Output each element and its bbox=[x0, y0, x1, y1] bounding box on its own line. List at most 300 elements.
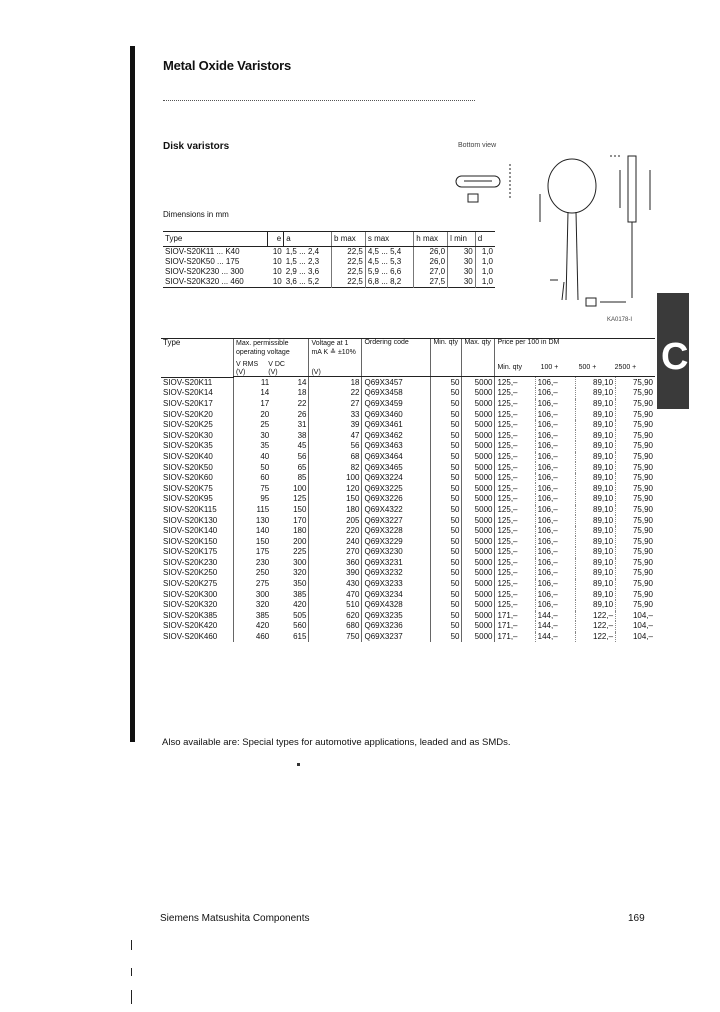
table-cell: 100 bbox=[309, 473, 362, 484]
table-cell: SIOV-S20K420 bbox=[163, 621, 218, 631]
table-row bbox=[161, 377, 655, 388]
table-cell: 89,10 bbox=[575, 505, 615, 516]
table-cell: Q69X3228 bbox=[362, 526, 431, 537]
table-cell: Q69X3230 bbox=[362, 547, 431, 558]
table-cell: 104,– bbox=[616, 611, 655, 622]
table-cell: 26,0 bbox=[414, 247, 448, 258]
table-cell: 104,– bbox=[616, 621, 655, 632]
table-cell: 5,9 ... 6,6 bbox=[365, 267, 413, 277]
table-cell: SIOV-S20K30 bbox=[163, 430, 213, 440]
table-cell: 125,– bbox=[495, 483, 535, 494]
table-row bbox=[161, 589, 655, 600]
table-cell: 106,– bbox=[535, 579, 575, 590]
table-cell: 30 bbox=[234, 430, 272, 441]
table-cell: 150 bbox=[234, 536, 272, 547]
header-unit: (V) bbox=[268, 369, 278, 376]
table-cell: 125,– bbox=[495, 420, 535, 431]
table-row bbox=[161, 547, 655, 558]
table-cell: 106,– bbox=[535, 420, 575, 431]
table-cell: 106,– bbox=[535, 462, 575, 473]
table-row bbox=[161, 430, 655, 441]
table-cell: 50 bbox=[431, 589, 462, 600]
column-header: e bbox=[267, 232, 283, 247]
table-cell: SIOV-S20K460 bbox=[163, 632, 218, 642]
table-cell: 75,90 bbox=[616, 441, 655, 452]
footer-company: Siemens Matsushita Components bbox=[160, 913, 310, 924]
table-cell: 430 bbox=[309, 579, 362, 590]
table-cell: 125,– bbox=[495, 579, 535, 590]
table-cell: 390 bbox=[309, 568, 362, 579]
table-cell: 106,– bbox=[535, 505, 575, 516]
table-cell: Q69X3462 bbox=[362, 430, 431, 441]
table-cell: 5000 bbox=[462, 452, 495, 463]
footnote: Also available are: Special types for automotive applications, leaded and as SMDs. bbox=[162, 737, 511, 748]
dimensions-table bbox=[163, 231, 495, 288]
table-cell: 5000 bbox=[462, 494, 495, 505]
table-cell: 5000 bbox=[462, 399, 495, 410]
table-cell: 5000 bbox=[462, 611, 495, 622]
table-cell: 125,– bbox=[495, 377, 535, 388]
table-cell: SIOV-S20K50 bbox=[163, 462, 213, 472]
table-cell: SIOV-S20K11 bbox=[163, 377, 213, 387]
table-cell: 50 bbox=[431, 399, 462, 410]
table-cell: 5000 bbox=[462, 547, 495, 558]
table-cell: 144,– bbox=[535, 632, 575, 643]
table-cell: 89,10 bbox=[575, 547, 615, 558]
table-cell: 89,10 bbox=[575, 399, 615, 410]
table-cell: Q69X3457 bbox=[362, 377, 431, 388]
table-cell: 50 bbox=[431, 515, 462, 526]
table-cell: 225 bbox=[293, 547, 307, 557]
section-title: Disk varistors bbox=[163, 141, 230, 152]
table-cell: 50 bbox=[431, 600, 462, 611]
table-cell: 50 bbox=[431, 558, 462, 569]
table-cell: 89,10 bbox=[575, 515, 615, 526]
capacitor-tab-icon: C bbox=[661, 336, 689, 378]
table-row bbox=[161, 526, 655, 537]
table-cell: 22 bbox=[297, 398, 307, 408]
table-cell: 75,90 bbox=[616, 526, 655, 537]
table-cell: 50 bbox=[431, 441, 462, 452]
table-cell: 50 bbox=[431, 568, 462, 579]
table-cell: 50 bbox=[431, 547, 462, 558]
table-cell: 56 bbox=[309, 441, 362, 452]
left-margin-bar bbox=[130, 46, 135, 742]
table-cell: 106,– bbox=[535, 536, 575, 547]
table-row bbox=[161, 536, 655, 547]
table-cell: 125,– bbox=[495, 568, 535, 579]
table-cell: 460 bbox=[234, 632, 272, 643]
table-cell: 89,10 bbox=[575, 452, 615, 463]
column-header-max-voltage bbox=[234, 339, 309, 377]
table-cell: 89,10 bbox=[575, 409, 615, 420]
table-cell: 420 bbox=[293, 600, 307, 610]
table-cell: Q69X3235 bbox=[362, 611, 431, 622]
table-cell: 106,– bbox=[535, 388, 575, 399]
table-cell: 75,90 bbox=[616, 452, 655, 463]
column-header: a bbox=[284, 232, 332, 247]
table-cell: 5000 bbox=[462, 473, 495, 484]
table-cell: 5000 bbox=[462, 536, 495, 547]
table-cell: 50 bbox=[431, 409, 462, 420]
table-cell: 385 bbox=[293, 589, 307, 599]
header-vdc: V DC bbox=[268, 361, 285, 368]
table-cell: SIOV-S20K20 bbox=[163, 409, 213, 419]
table-row bbox=[161, 568, 655, 579]
header-500: 500 + bbox=[578, 364, 597, 371]
table-cell: 27,5 bbox=[414, 277, 448, 288]
table-cell: 89,10 bbox=[575, 441, 615, 452]
table-cell: 1,5 ... 2,4 bbox=[285, 247, 320, 256]
table-cell: Q69X3460 bbox=[362, 409, 431, 420]
table-cell: 125,– bbox=[495, 441, 535, 452]
table-cell: 26,0 bbox=[414, 257, 448, 267]
table-cell: 26 bbox=[297, 409, 307, 419]
table-cell: 122,– bbox=[575, 621, 615, 632]
table-cell: 5000 bbox=[462, 483, 495, 494]
table-cell: 50 bbox=[431, 462, 462, 473]
table-cell: 130 bbox=[234, 515, 272, 526]
table-cell: Q69X3232 bbox=[362, 568, 431, 579]
table-cell: SIOV-S20K250 bbox=[163, 568, 218, 578]
table-cell: Q69X3464 bbox=[362, 452, 431, 463]
table-cell: 125,– bbox=[495, 388, 535, 399]
table-cell: 220 bbox=[309, 526, 362, 537]
table-cell: 89,10 bbox=[575, 579, 615, 590]
table-cell: 89,10 bbox=[575, 420, 615, 431]
table-cell: 180 bbox=[293, 526, 307, 536]
table-cell: 171,– bbox=[495, 621, 535, 632]
table-cell: 10 bbox=[272, 247, 282, 256]
table-cell: 106,– bbox=[535, 452, 575, 463]
table-cell: 50 bbox=[431, 473, 462, 484]
header-text: Price per 100 in DM bbox=[497, 339, 560, 346]
table-cell: 75,90 bbox=[616, 388, 655, 399]
table-cell: 5000 bbox=[462, 430, 495, 441]
table-cell: 230 bbox=[234, 558, 272, 569]
table-cell: 75,90 bbox=[616, 568, 655, 579]
table-cell: Q69X3227 bbox=[362, 515, 431, 526]
table-cell: 171,– bbox=[495, 611, 535, 622]
table-cell: 5000 bbox=[462, 600, 495, 611]
table-cell: 5000 bbox=[462, 515, 495, 526]
table-cell: 89,10 bbox=[575, 494, 615, 505]
table-row bbox=[161, 473, 655, 484]
table-cell: 5000 bbox=[462, 589, 495, 600]
table-cell: 5000 bbox=[462, 409, 495, 420]
table-cell: 10 bbox=[272, 257, 282, 266]
table-cell: 106,– bbox=[535, 547, 575, 558]
table-cell: 125,– bbox=[495, 558, 535, 569]
table-cell: 35 bbox=[234, 441, 272, 452]
table-cell: 125,– bbox=[495, 526, 535, 537]
table-cell: 50 bbox=[234, 462, 272, 473]
table-cell: 5000 bbox=[462, 632, 495, 643]
table-cell: Q69X3225 bbox=[362, 483, 431, 494]
table-cell: 106,– bbox=[535, 483, 575, 494]
table-cell: Q69X3463 bbox=[362, 441, 431, 452]
table-cell: SIOV-S20K14 bbox=[163, 388, 213, 398]
table-cell: SIOV-S20K115 bbox=[163, 504, 217, 514]
table-cell: 89,10 bbox=[575, 558, 615, 569]
table-cell: 50 bbox=[431, 579, 462, 590]
table-cell: 22,5 bbox=[332, 277, 366, 288]
table-cell: SIOV-S20K320 bbox=[163, 600, 218, 610]
table-row bbox=[161, 441, 655, 452]
table-row bbox=[161, 611, 655, 622]
page-number: 169 bbox=[628, 913, 645, 924]
table-cell: 89,10 bbox=[575, 568, 615, 579]
table-cell: 125,– bbox=[495, 536, 535, 547]
table-cell: 75 bbox=[234, 483, 272, 494]
table-cell: 50 bbox=[431, 452, 462, 463]
table-cell: 300 bbox=[234, 589, 272, 600]
table-cell: 171,– bbox=[495, 632, 535, 643]
voltage-units bbox=[236, 368, 306, 376]
table-cell: SIOV-S20K275 bbox=[163, 579, 218, 589]
table-cell: 125,– bbox=[495, 473, 535, 484]
table-cell: 75,90 bbox=[616, 536, 655, 547]
table-cell: 125,– bbox=[495, 589, 535, 600]
table-cell: 470 bbox=[309, 589, 362, 600]
table-cell: Q69X3465 bbox=[362, 462, 431, 473]
table-cell: SIOV-S20K25 bbox=[163, 420, 213, 430]
table-row bbox=[161, 399, 655, 410]
voltage-subheaders bbox=[236, 360, 306, 368]
column-header: s max bbox=[365, 232, 413, 247]
table-cell: 75,90 bbox=[616, 462, 655, 473]
table-cell: SIOV-S20K140 bbox=[163, 526, 218, 536]
table-cell: 38 bbox=[297, 430, 307, 440]
table-cell: 106,– bbox=[535, 600, 575, 611]
table-cell: 50 bbox=[431, 494, 462, 505]
table-cell: 125,– bbox=[495, 494, 535, 505]
table-cell: 1,0 bbox=[475, 247, 495, 258]
table-cell: 75,90 bbox=[616, 547, 655, 558]
table-row bbox=[161, 452, 655, 463]
table-cell: 170 bbox=[293, 515, 307, 525]
table-cell: 144,– bbox=[535, 621, 575, 632]
table-cell: 5000 bbox=[462, 621, 495, 632]
table-cell: 1,0 bbox=[475, 257, 495, 267]
header-unit: (V) bbox=[236, 369, 246, 376]
table-cell: 125,– bbox=[495, 409, 535, 420]
table-row bbox=[161, 420, 655, 431]
table-cell: SIOV-S20K320 ... 460 bbox=[165, 277, 244, 286]
table-cell: Q69X3229 bbox=[362, 536, 431, 547]
table-cell: Q69X3461 bbox=[362, 420, 431, 431]
table-cell: 89,10 bbox=[575, 462, 615, 473]
table-cell: 75,90 bbox=[616, 409, 655, 420]
header-text: Max. permissible operating voltage bbox=[236, 340, 290, 356]
table-cell: 30 bbox=[448, 267, 476, 277]
table-cell: 1,5 ... 2,3 bbox=[285, 257, 320, 266]
table-cell: 50 bbox=[431, 388, 462, 399]
table-cell: SIOV-S20K17 bbox=[163, 398, 213, 408]
table-cell: 106,– bbox=[535, 568, 575, 579]
table-cell: 20 bbox=[234, 409, 272, 420]
table-cell: 40 bbox=[234, 452, 272, 463]
table-cell: 5000 bbox=[462, 505, 495, 516]
table-cell: 50 bbox=[431, 505, 462, 516]
table-row bbox=[161, 409, 655, 420]
table-cell: 505 bbox=[293, 610, 307, 620]
varistor-table-body bbox=[161, 377, 655, 642]
table-cell: 50 bbox=[431, 536, 462, 547]
table-row bbox=[161, 621, 655, 632]
column-header: Type bbox=[163, 232, 267, 247]
table-cell: SIOV-S20K230 ... 300 bbox=[165, 267, 244, 276]
table-cell: 106,– bbox=[535, 430, 575, 441]
column-header-max-qty: Max. qty bbox=[462, 339, 495, 377]
table-cell: 180 bbox=[309, 505, 362, 516]
table-cell: 89,10 bbox=[575, 388, 615, 399]
table-cell: 89,10 bbox=[575, 526, 615, 537]
table-cell: 89,10 bbox=[575, 589, 615, 600]
table-cell: SIOV-S20K385 bbox=[163, 610, 218, 620]
table-cell: 125 bbox=[293, 494, 307, 504]
table-cell: 144,– bbox=[535, 611, 575, 622]
table-cell: 50 bbox=[431, 377, 462, 388]
table-cell: 275 bbox=[234, 579, 272, 590]
table-cell: 11 bbox=[234, 377, 272, 388]
table-cell: 200 bbox=[293, 536, 307, 546]
table-row bbox=[161, 515, 655, 526]
table-cell: 33 bbox=[309, 409, 362, 420]
table-cell: 60 bbox=[234, 473, 272, 484]
table-cell: SIOV-S20K60 bbox=[163, 473, 213, 483]
table-cell: SIOV-S20K175 bbox=[163, 547, 218, 557]
table-cell: 31 bbox=[297, 420, 307, 430]
table-cell: SIOV-S20K95 bbox=[163, 494, 213, 504]
table-cell: 140 bbox=[234, 526, 272, 537]
table-cell: 6,8 ... 8,2 bbox=[365, 277, 413, 288]
table-row bbox=[161, 600, 655, 611]
table-cell: 125,– bbox=[495, 505, 535, 516]
column-header: h max bbox=[414, 232, 448, 247]
page-title: Metal Oxide Varistors bbox=[163, 58, 292, 73]
table-cell: Q69X3236 bbox=[362, 621, 431, 632]
table-cell: 120 bbox=[309, 483, 362, 494]
table-cell: 50 bbox=[431, 611, 462, 622]
table-cell: 106,– bbox=[535, 558, 575, 569]
table-cell: 150 bbox=[293, 504, 307, 514]
table-cell: 89,10 bbox=[575, 483, 615, 494]
stray-mark bbox=[297, 763, 300, 766]
table-cell: 89,10 bbox=[575, 377, 615, 388]
table-cell: 75,90 bbox=[616, 515, 655, 526]
table-cell: 75,90 bbox=[616, 399, 655, 410]
table-cell: 5000 bbox=[462, 579, 495, 590]
table-cell: SIOV-S20K230 bbox=[163, 557, 218, 567]
table-cell: 75,90 bbox=[616, 377, 655, 388]
column-header: d bbox=[475, 232, 495, 247]
table-row bbox=[163, 267, 495, 277]
table-cell: Q69X3226 bbox=[362, 494, 431, 505]
table-cell: 75,90 bbox=[616, 420, 655, 431]
table-cell: 75,90 bbox=[616, 589, 655, 600]
table-cell: 22,5 bbox=[332, 257, 366, 267]
table-cell: 106,– bbox=[535, 399, 575, 410]
header-minqty: Min. qty bbox=[497, 364, 522, 371]
table-cell: 45 bbox=[297, 441, 307, 451]
header-unit: (V) bbox=[311, 369, 321, 376]
table-cell: Q69X3233 bbox=[362, 579, 431, 590]
table-cell: 30 bbox=[448, 257, 476, 267]
table-cell: 350 bbox=[293, 579, 307, 589]
table-cell: 320 bbox=[234, 600, 272, 611]
table-cell: SIOV-S20K35 bbox=[163, 441, 213, 451]
table-cell: 104,– bbox=[616, 632, 655, 643]
table-cell: 50 bbox=[431, 420, 462, 431]
table-cell: 18 bbox=[309, 377, 362, 388]
table-cell: 250 bbox=[234, 568, 272, 579]
header-100: 100 + bbox=[540, 364, 559, 371]
table-cell: 100 bbox=[293, 483, 307, 493]
column-header: b max bbox=[332, 232, 366, 247]
table-cell: Q69X3459 bbox=[362, 399, 431, 410]
title-divider bbox=[163, 100, 475, 101]
table-cell: 22,5 bbox=[332, 267, 366, 277]
column-header: l min bbox=[448, 232, 476, 247]
table-cell: SIOV-S20K11 ... K40 bbox=[165, 247, 240, 256]
table-cell: 82 bbox=[309, 462, 362, 473]
table-cell: 27,0 bbox=[414, 267, 448, 277]
table-cell: 75,90 bbox=[616, 558, 655, 569]
table-cell: Q69X3231 bbox=[362, 558, 431, 569]
table-cell: 125,– bbox=[495, 462, 535, 473]
table-cell: 125,– bbox=[495, 600, 535, 611]
header-2500: 2500 + bbox=[614, 364, 637, 371]
table-cell: 18 bbox=[297, 388, 307, 398]
table-cell: 10 bbox=[272, 267, 282, 276]
table-cell: Q69X3224 bbox=[362, 473, 431, 484]
table-cell: 10 bbox=[272, 277, 282, 286]
table-cell: 122,– bbox=[575, 611, 615, 622]
column-header-ordering-code: Ordering code bbox=[362, 339, 431, 377]
table-row bbox=[163, 257, 495, 267]
table-cell: 27 bbox=[309, 399, 362, 410]
table-cell: 22 bbox=[309, 388, 362, 399]
table-cell: 89,10 bbox=[575, 600, 615, 611]
table-cell: 270 bbox=[309, 547, 362, 558]
table-cell: 106,– bbox=[535, 589, 575, 600]
table-row bbox=[161, 462, 655, 473]
table-cell: 5000 bbox=[462, 526, 495, 537]
table-cell: 106,– bbox=[535, 377, 575, 388]
table-cell: 65 bbox=[297, 462, 307, 472]
table-cell: 25 bbox=[234, 420, 272, 431]
table-cell: 510 bbox=[309, 600, 362, 611]
margin-tick bbox=[131, 968, 132, 976]
table-cell: 125,– bbox=[495, 515, 535, 526]
table-cell: 122,– bbox=[575, 632, 615, 643]
table-cell: 750 bbox=[309, 632, 362, 643]
table-row bbox=[161, 388, 655, 399]
table-cell: 560 bbox=[293, 621, 307, 631]
table-cell: 5000 bbox=[462, 441, 495, 452]
table-cell: 106,– bbox=[535, 526, 575, 537]
dimensions-label: Dimensions in mm bbox=[163, 210, 229, 219]
table-cell: 50 bbox=[431, 632, 462, 643]
table-cell: 17 bbox=[234, 399, 272, 410]
table-cell: 106,– bbox=[535, 441, 575, 452]
table-cell: 56 bbox=[297, 451, 307, 461]
table-cell: SIOV-S20K50 ... 175 bbox=[165, 257, 240, 266]
table-cell: 75,90 bbox=[616, 430, 655, 441]
table-cell: 5000 bbox=[462, 420, 495, 431]
table-cell: 30 bbox=[448, 247, 476, 258]
